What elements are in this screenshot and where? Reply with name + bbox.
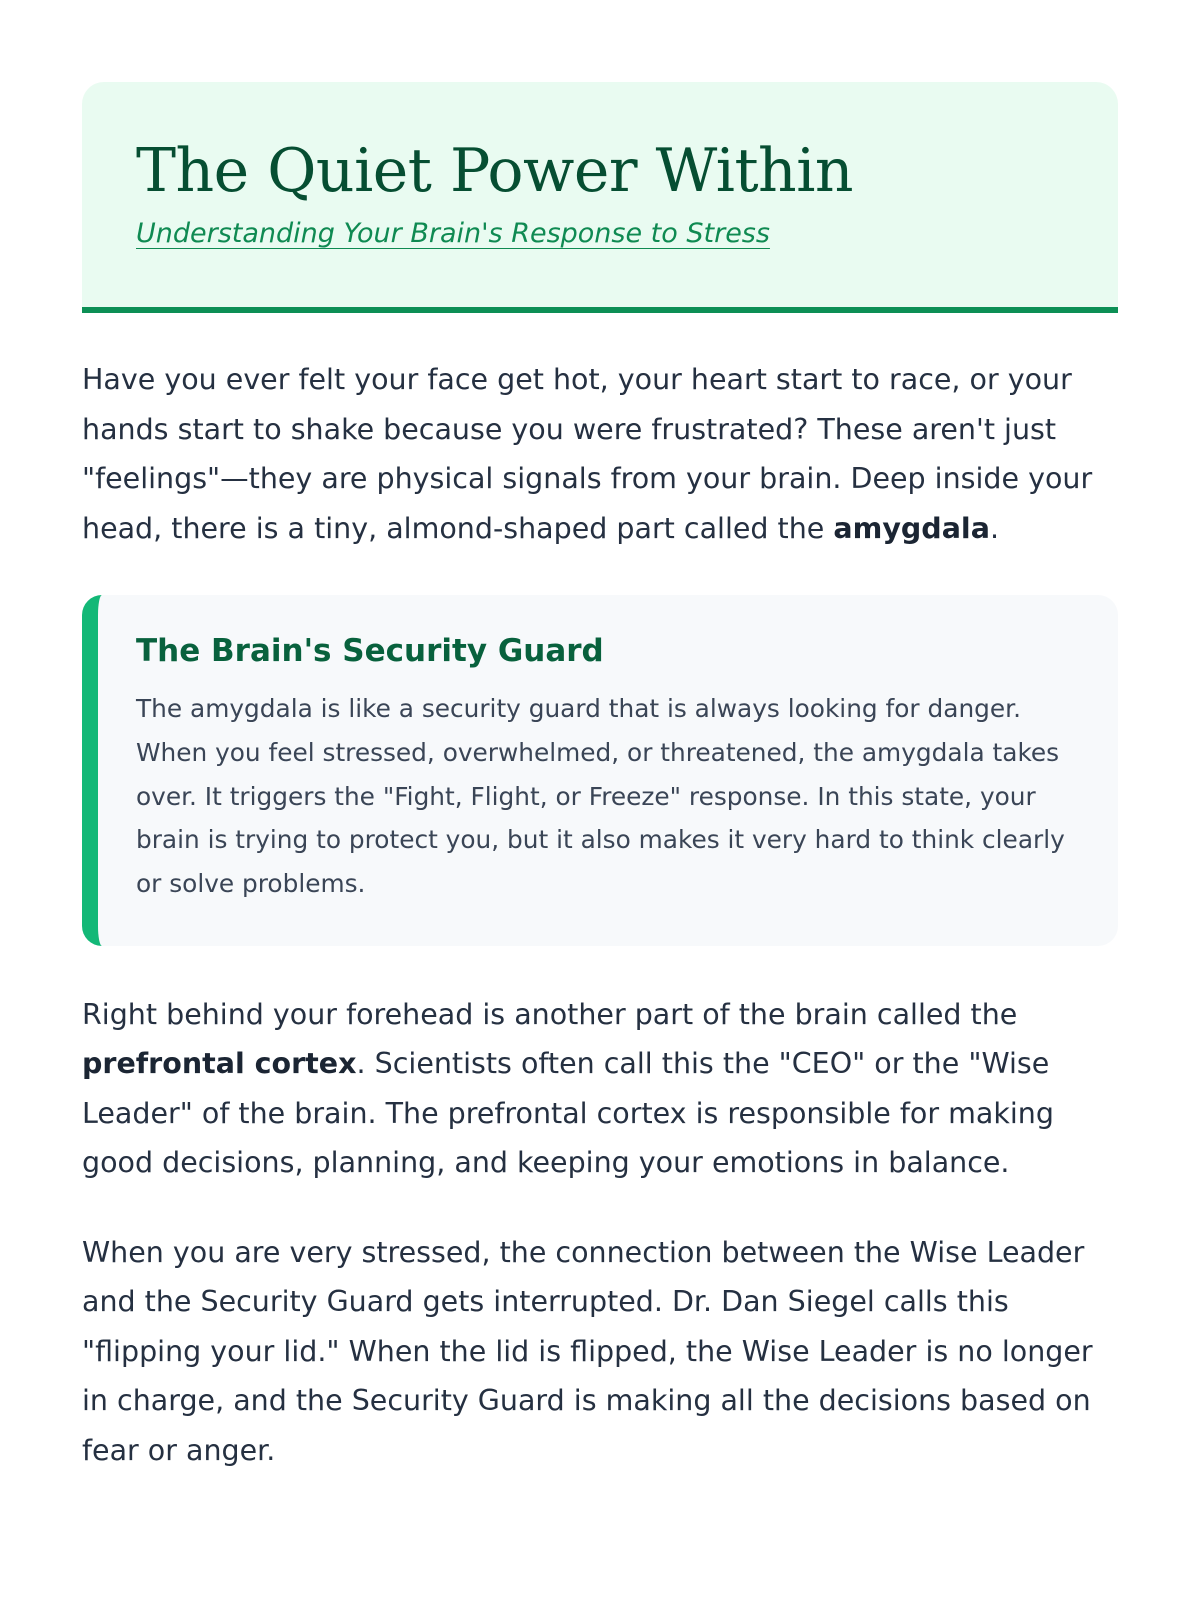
- prefrontal-cortex-term: prefrontal cortex: [82, 1047, 357, 1081]
- header-banner: [82, 82, 1118, 313]
- page-title: The Quiet Power Within: [136, 136, 854, 206]
- cortex-paragraph: [82, 990, 1118, 1188]
- intro-paragraph: [82, 355, 1118, 553]
- flipping-lid-paragraph: When you are very stressed, the connection between the Wise Leader and the Security Guard gets interrupted. Dr. Dan Siegel calls this "flipping your lid." When the lid is flipped, the Wise Leader is no longer in charge, and the Security Guard is making all the decisions based on fear or anger.: [82, 1235, 1093, 1467]
- intro-text-end: .: [989, 511, 999, 545]
- amygdala-term: amygdala: [833, 511, 990, 545]
- intro-text: Have you ever felt your face get hot, your heart start to race, or your hands start to shake because you were frustrated? These aren't just "feelings"—they are physical signals from your brain. Deep inside your head, there is a tiny, almond-shaped part called the: [82, 363, 1093, 545]
- callout-body: The amygdala is like a security guard that is always looking for danger. When you feel stressed, overwhelmed, or threatened, the amygdala takes over. It triggers the "Fight, Flight, or Freeze" response. In this state, your brain is trying to protect you, but it also makes it very hard to think clearly or solve problems.: [136, 694, 1065, 899]
- page-subtitle: Understanding Your Brain's Response to Stress: [136, 218, 770, 249]
- security-guard-callout: [82, 595, 1118, 946]
- callout-title: The Brain's Security Guard: [136, 633, 604, 669]
- cortex-text: Right behind your forehead is another part of the brain called the: [82, 997, 1018, 1031]
- cortex-text-end: . Scientists often call this the "CEO" or the "Wise Leader" of the brain. The prefrontal cortex is responsible for making good decisions, planning, and keeping your emotions in balance.: [82, 1047, 1054, 1180]
